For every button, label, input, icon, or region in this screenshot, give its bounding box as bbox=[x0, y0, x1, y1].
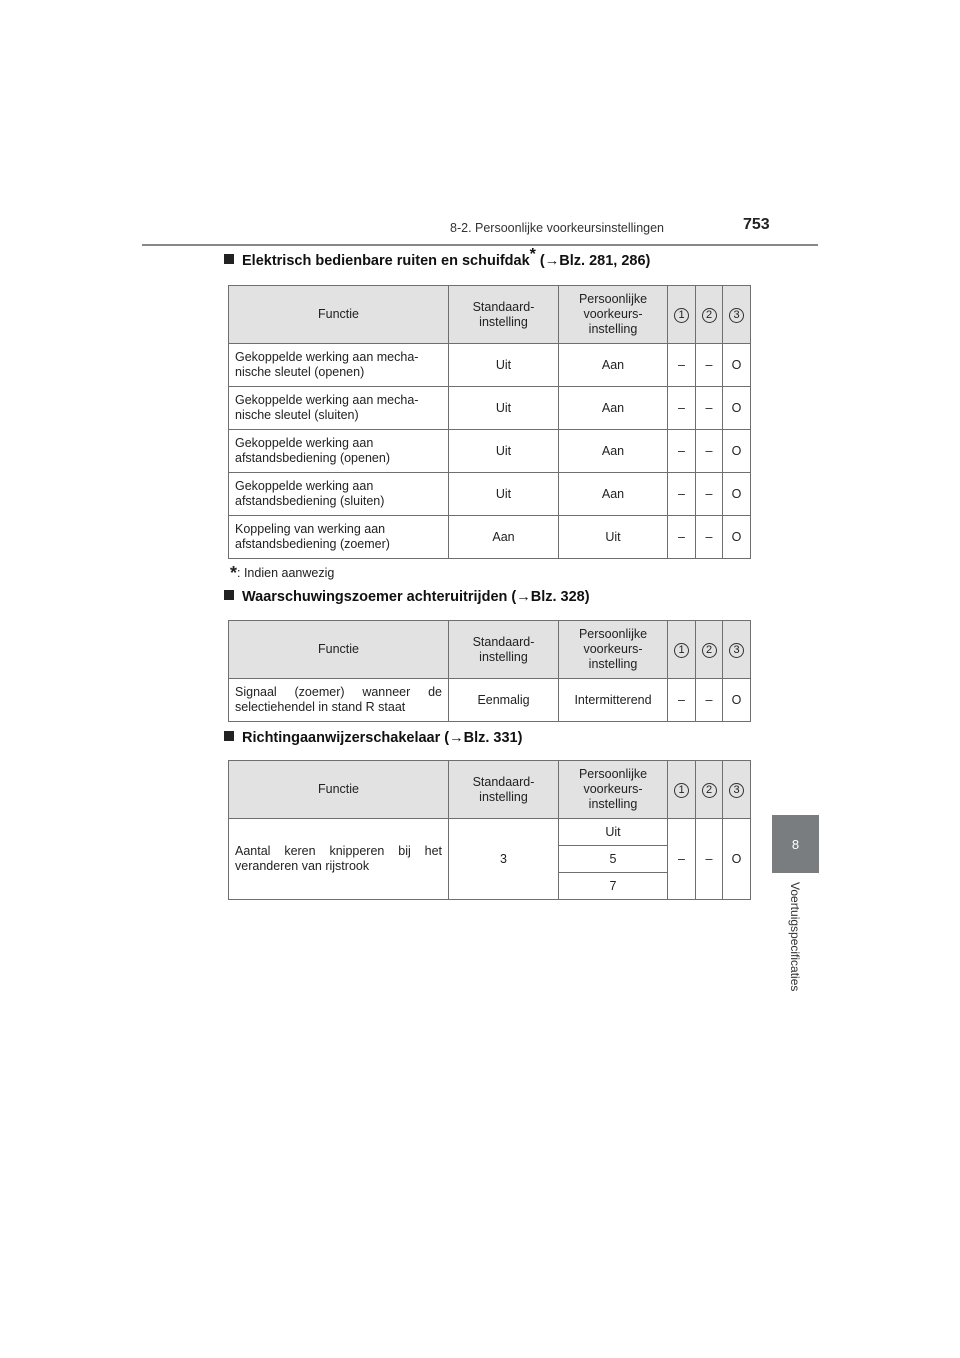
col-header-1 bbox=[668, 286, 696, 344]
cell-c1: – bbox=[668, 473, 696, 516]
table-row bbox=[229, 473, 751, 516]
square-bullet-icon bbox=[224, 254, 234, 264]
cell-functie: Aantal keren knipperen bij het veranderen van rijstrook bbox=[229, 819, 449, 900]
col-header-standaard: Standaard- instelling bbox=[449, 286, 559, 344]
cell-functie: Gekoppelde werking aan afstandsbediening (openen) bbox=[229, 430, 449, 473]
cell-functie: Gekoppelde werking aan mecha- nische sleutel (openen) bbox=[229, 344, 449, 387]
cell-functie: Signaal (zoemer) wanneer de selectiehendel in stand R staat bbox=[229, 679, 449, 722]
cell-standaard: Uit bbox=[449, 344, 559, 387]
cell-standaard: Eenmalig bbox=[449, 679, 559, 722]
circled-number-3: 3 bbox=[729, 783, 744, 798]
col-header-3 bbox=[723, 761, 751, 819]
col-header-persoonlijk: Persoonlijke voorkeurs- instelling bbox=[559, 286, 668, 344]
header-divider bbox=[142, 244, 818, 246]
cell-functie: Gekoppelde werking aan mecha- nische sleutel (sluiten) bbox=[229, 387, 449, 430]
page-number: 753 bbox=[743, 216, 770, 233]
circled-number-1: 1 bbox=[674, 308, 689, 323]
chapter-tab[interactable] bbox=[772, 815, 819, 873]
col-header-2 bbox=[696, 761, 723, 819]
cell-c3: O bbox=[723, 819, 751, 900]
cell-persoonlijk: Aan bbox=[559, 344, 668, 387]
circled-number-2: 2 bbox=[702, 643, 717, 658]
cell-c2: – bbox=[696, 387, 723, 430]
chapter-label: Voertuigspecificaties bbox=[788, 882, 802, 992]
chapter-number: 8 bbox=[791, 836, 800, 852]
cell-persoonlijk: Uit bbox=[559, 516, 668, 559]
square-bullet-icon bbox=[224, 590, 234, 600]
cell-persoonlijk: Aan bbox=[559, 473, 668, 516]
col-header-functie: Functie bbox=[229, 286, 449, 344]
table-row bbox=[229, 344, 751, 387]
cell-c1: – bbox=[668, 344, 696, 387]
cell-c3: O bbox=[723, 387, 751, 430]
cell-standaard: Uit bbox=[449, 387, 559, 430]
cell-persoonlijk: Aan bbox=[559, 430, 668, 473]
square-bullet-icon bbox=[224, 731, 234, 741]
section-title: 8-2. Persoonlijke voorkeursinstellingen bbox=[450, 221, 665, 235]
cell-persoonlijk: Aan bbox=[559, 387, 668, 430]
cell-c1: – bbox=[668, 819, 696, 900]
col-header-functie: Functie bbox=[229, 761, 449, 819]
cell-c2: – bbox=[696, 473, 723, 516]
circled-number-1: 1 bbox=[674, 643, 689, 658]
cell-c3: O bbox=[723, 430, 751, 473]
settings-table-reverse-buzzer bbox=[228, 620, 751, 722]
cell-c2: – bbox=[696, 819, 723, 900]
col-header-standaard: Standaard- instelling bbox=[449, 761, 559, 819]
circled-number-3: 3 bbox=[729, 308, 744, 323]
col-header-persoonlijk: Persoonlijke voorkeurs- instelling bbox=[559, 621, 668, 679]
table-row bbox=[229, 679, 751, 722]
col-header-functie: Functie bbox=[229, 621, 449, 679]
circled-number-1: 1 bbox=[674, 783, 689, 798]
circled-number-3: 3 bbox=[729, 643, 744, 658]
table-row bbox=[229, 516, 751, 559]
cell-c1: – bbox=[668, 387, 696, 430]
cell-standaard: Uit bbox=[449, 430, 559, 473]
settings-table-turn-signal bbox=[228, 760, 751, 900]
col-header-2 bbox=[696, 286, 723, 344]
circled-number-2: 2 bbox=[702, 783, 717, 798]
cell-functie: Koppeling van werking aan afstandsbediening (zoemer) bbox=[229, 516, 449, 559]
cell-standaard: Aan bbox=[449, 516, 559, 559]
col-header-1 bbox=[668, 621, 696, 679]
section-heading-windows: Elektrisch bedienbare ruiten en schuifdak* (→Blz. 281, 286) bbox=[224, 253, 650, 269]
cell-persoonlijk-option: Uit bbox=[559, 819, 668, 846]
cell-c3: O bbox=[723, 473, 751, 516]
cell-standaard: Uit bbox=[449, 473, 559, 516]
cell-c2: – bbox=[696, 679, 723, 722]
section-heading-turn-signal: Richtingaanwijzerschakelaar (→Blz. 331) bbox=[224, 730, 522, 746]
cell-c2: – bbox=[696, 344, 723, 387]
col-header-2 bbox=[696, 621, 723, 679]
table-row bbox=[229, 387, 751, 430]
cell-c1: – bbox=[668, 516, 696, 559]
col-header-standaard: Standaard- instelling bbox=[449, 621, 559, 679]
col-header-1 bbox=[668, 761, 696, 819]
table-row bbox=[229, 819, 751, 846]
circled-number-2: 2 bbox=[702, 308, 717, 323]
cell-c3: O bbox=[723, 679, 751, 722]
cell-standaard: 3 bbox=[449, 819, 559, 900]
cell-c3: O bbox=[723, 516, 751, 559]
cell-persoonlijk-option: 7 bbox=[559, 873, 668, 900]
cell-c3: O bbox=[723, 344, 751, 387]
footnote: *: Indien aanwezig bbox=[230, 563, 335, 583]
col-header-3 bbox=[723, 286, 751, 344]
cell-c1: – bbox=[668, 679, 696, 722]
cell-persoonlijk-option: 5 bbox=[559, 846, 668, 873]
cell-c2: – bbox=[696, 430, 723, 473]
cell-c2: – bbox=[696, 516, 723, 559]
cell-functie: Gekoppelde werking aan afstandsbediening (sluiten) bbox=[229, 473, 449, 516]
section-heading-reverse-buzzer: Waarschuwingszoemer achteruitrijden (→Blz. 328) bbox=[224, 589, 590, 605]
settings-table-windows bbox=[228, 285, 751, 559]
cell-persoonlijk: Intermitterend bbox=[559, 679, 668, 722]
col-header-3 bbox=[723, 621, 751, 679]
col-header-persoonlijk: Persoonlijke voorkeurs- instelling bbox=[559, 761, 668, 819]
table-row bbox=[229, 430, 751, 473]
cell-c1: – bbox=[668, 430, 696, 473]
